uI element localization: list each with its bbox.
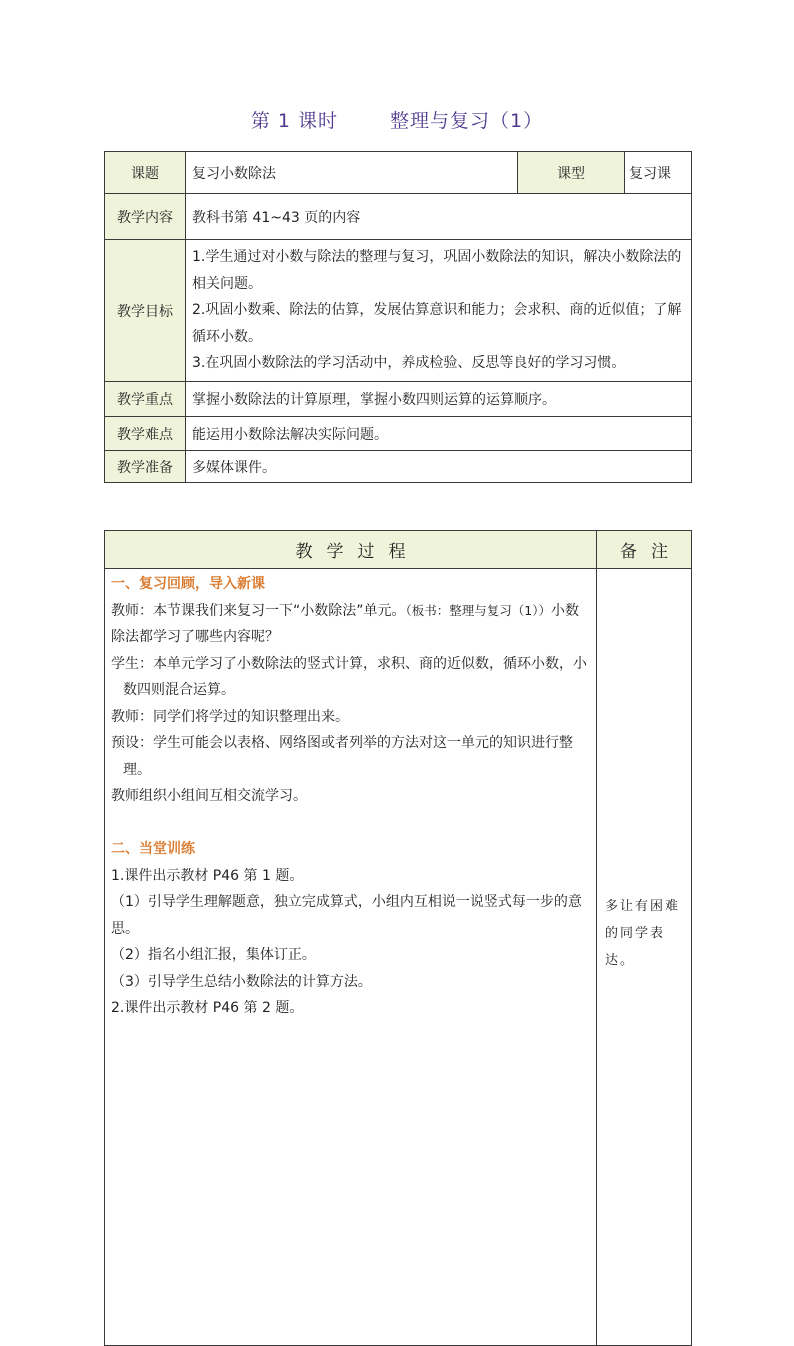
section-1-title: 一、复习回顾，导入新课: [111, 576, 265, 592]
type-label: 课型: [518, 152, 625, 194]
topic-label: 课题: [105, 152, 186, 194]
section-1-paragraph-4: 预设：学生可能会以表格、网络图或者列举的方法对这一单元的知识进行整理。: [111, 735, 573, 778]
topic-value: 复习小数除法: [186, 152, 518, 194]
type-value: 复习课: [625, 152, 692, 194]
section-2-paragraph-2: （1）引导学生理解题意，独立完成算式，小组内互相说一说竖式每一步的意思。: [111, 894, 582, 937]
goal-row: [105, 240, 692, 382]
goal-item-1: 1.学生通过对小数与除法的整理与复习，巩固小数除法的知识，解决小数除法的相关问题。: [192, 249, 682, 292]
prep-row: [105, 451, 692, 483]
section-2-paragraph-3: （2）指名小组汇报，集体订正。: [111, 947, 316, 963]
difficulty-label: 教学难点: [105, 417, 186, 451]
lesson-info-table: [104, 151, 692, 483]
process-body-row: [105, 569, 692, 1346]
difficulty-row: [105, 417, 692, 451]
goal-list: [186, 240, 692, 382]
section-spacer: [111, 810, 592, 837]
process-header: 教学过程: [105, 531, 597, 569]
content-row: [105, 194, 692, 240]
section-1-paragraph-1: 教师：本节课我们来复习一下“小数除法”单元。（板书：整理与复习（1））小数除法都学习了哪些内容呢？: [111, 602, 579, 645]
teaching-process-table: [104, 530, 692, 1346]
topic-row: [105, 152, 692, 194]
prep-label: 教学准备: [105, 451, 186, 483]
goal-item-3: 3.在巩固小数除法的学习活动中，养成检验、反思等良好的学习习惯。: [192, 355, 626, 372]
section-1-paragraph-3: 教师：同学们将学过的知识整理出来。: [111, 708, 349, 725]
key-label: 教学重点: [105, 382, 186, 417]
prep-value: 多媒体课件。: [186, 451, 692, 483]
section-1-paragraph-5: 教师组织小组间互相交流学习。: [111, 788, 307, 804]
section-2-paragraph-5: 2.课件出示教材 P46 第 2 题。: [111, 1000, 304, 1016]
section-2-paragraph-4: （3）引导学生总结小数除法的计算方法。: [111, 973, 372, 990]
section-2-paragraph-1: 1.课件出示教材 P46 第 1 题。: [111, 867, 304, 884]
process-content: [105, 569, 597, 1346]
lesson-title: 整理与复习（1）: [390, 110, 544, 132]
goal-label: 教学目标: [105, 240, 186, 382]
goal-item-2: 2.巩固小数乘、除法的估算，发展估算意识和能力；会求积、商的近似值；了解循环小数。: [192, 302, 682, 345]
page-title: [0, 106, 794, 133]
process-header-row: [105, 531, 692, 569]
key-value: 掌握小数除法的计算原理，掌握小数四则运算的运算顺序。: [186, 382, 692, 417]
content-label: 教学内容: [105, 194, 186, 240]
content-value: 教科书第 41~43 页的内容: [186, 194, 692, 240]
lesson-number: 第 1 课时: [250, 110, 339, 132]
key-row: [105, 382, 692, 417]
notes-header: 备注: [597, 531, 692, 569]
board-note: （板书：整理与复习（1））: [405, 602, 551, 618]
remark-note: 多让有困难的同学表达。: [597, 569, 692, 1346]
difficulty-value: 能运用小数除法解决实际问题。: [186, 417, 692, 451]
section-1-paragraph-2: 学生：本单元学习了小数除法的竖式计算，求积、商的近似数，循环小数，小数四则混合运算。: [111, 655, 587, 698]
section-2-title: 二、当堂训练: [111, 841, 195, 857]
